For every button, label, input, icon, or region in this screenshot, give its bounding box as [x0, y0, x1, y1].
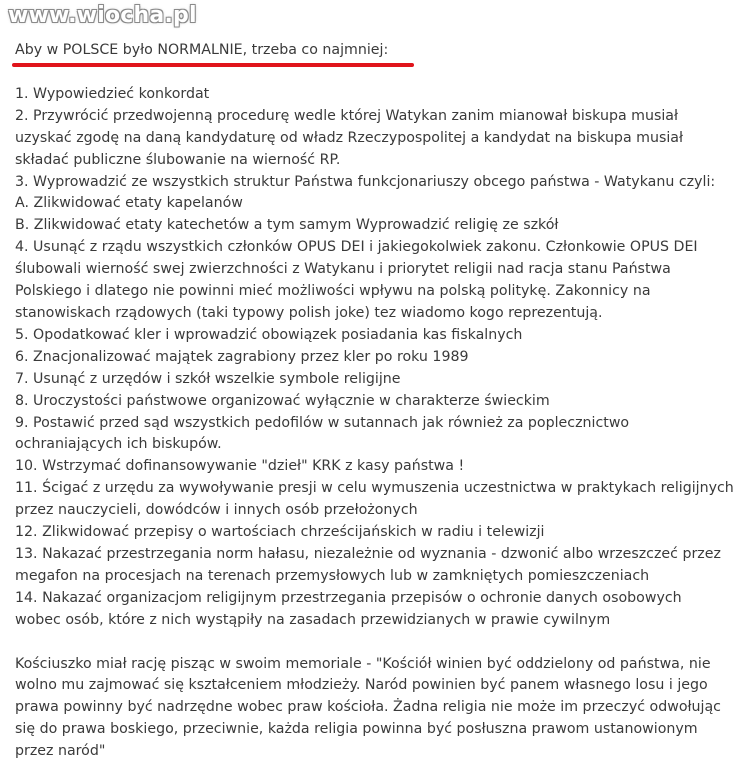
list-item: 3. Wyprowadzić ze wszystkich struktur Państwa funkcjonariuszy obcego państwa - Watykanu czyli:	[15, 173, 716, 190]
list-item: A. Zlikwidować etaty kapelanów	[15, 195, 243, 212]
quote-line: się do prawa boskiego, przeciwnie, każda religia powinna być posłuszna prawom ustanowionym	[15, 721, 698, 738]
list-item: 13. Nakazać przestrzegania norm hałasu, niezależnie od wyznania - dzwonić albo wrzeszczeć przez	[15, 545, 721, 562]
list-item: 5. Opodatkować kler i wprowadzić obowiązek posiadania kas fiskalnych	[15, 326, 523, 343]
list-item: 6. Znacjonalizować majątek zagrabiony przez kler po roku 1989	[15, 348, 469, 365]
list-item: ochraniających ich biskupów.	[15, 436, 222, 453]
list-item: 4. Usunąć z rządu wszystkich członków OPUS DEI i jakiegokolwiek zakonu. Członkowie OPUS DEI	[15, 239, 698, 256]
quote-line: przez naród"	[15, 743, 106, 760]
list-item: B. Zlikwidować etaty katechetów a tym samym Wyprowadzić religię ze szkół	[15, 217, 559, 234]
spacer	[15, 632, 735, 654]
list-item: 8. Uroczystości państwowe organizować wyłącznie w charakterze świeckim	[15, 392, 550, 409]
list-item: uzyskać zgodę na daną kandydaturę od władz Rzeczypospolitej a kandydat na biskupa musiał	[15, 129, 684, 146]
list-item: stanowiskach rządowych (taki typowy polish joke) tez wiadomo kogo reprezentują.	[15, 304, 603, 321]
list-item: 10. Wstrzymać dofinansowywanie "dzieł" KRK z kasy państwa !	[15, 458, 465, 475]
red-underline	[12, 63, 414, 67]
list-item: 2. Przywrócić przedwojenną procedurę wedle której Watykan zanim mianował biskupa musiał	[15, 107, 679, 124]
quote-line: Kościuszko miał rację pisząc w swoim memoriale - "Kościół winien być oddzielony od państwa, nie	[15, 655, 711, 672]
heading-block	[15, 40, 388, 62]
demands-list	[15, 84, 735, 632]
kosciuszko-quote	[15, 654, 735, 764]
list-item: megafon na procesjach na terenach przemysłowych lub w zamkniętych pomieszczeniach	[15, 567, 650, 584]
list-item: wobec osób, które z nich wystąpiły na zasadach przewidzianych w prawie cywilnym	[15, 611, 611, 628]
list-item: 14. Nakazać organizacjom religijnym przestrzegania przepisów o ochronie danych osobowych	[15, 589, 682, 606]
quote-line: wolno mu zajmować się kształceniem młodzieży. Naród powinien być panem własnego losu i jego	[15, 677, 708, 694]
list-item: ślubowali wierność swej zwierzchności z Watykanu i priorytet religii nad racja stanu Państwa	[15, 261, 671, 278]
list-item: 9. Postawić przed sąd wszystkich pedofilów w sutannach jak również za poplecznictwo	[15, 414, 630, 431]
post-content	[15, 40, 735, 763]
list-item: 1. Wypowiedzieć konkordat	[15, 85, 210, 102]
quote-line: prawa powinny być nadrzędne wobec praw kościoła. Żadna religia nie może im przeczyć odwołując	[15, 699, 721, 716]
watermark-logo: www.wiocha.pl	[8, 3, 197, 28]
list-item: 11. Ścigać z urzędu za wywoływanie presji w celu wymuszenia uczestnictwa w praktykach religijnych	[15, 480, 734, 497]
list-item: 12. Zlikwidować przepisy o wartościach chrześcijańskich w radiu i telewizji	[15, 524, 545, 541]
list-item: przez nauczycieli, dowódców i innych osób przełożonych	[15, 502, 418, 519]
heading-text: Aby w POLSCE było NORMALNIE, trzeba co najmniej:	[15, 42, 389, 58]
list-item: składać publiczne ślubowanie na wierność RP.	[15, 151, 341, 168]
list-item: 7. Usunąć z urzędów i szkół wszelkie symbole religijne	[15, 370, 401, 387]
list-item: Polskiego i dlatego nie powinni mieć możliwości wpływu na polską politykę. Zakonnicy na	[15, 283, 651, 300]
